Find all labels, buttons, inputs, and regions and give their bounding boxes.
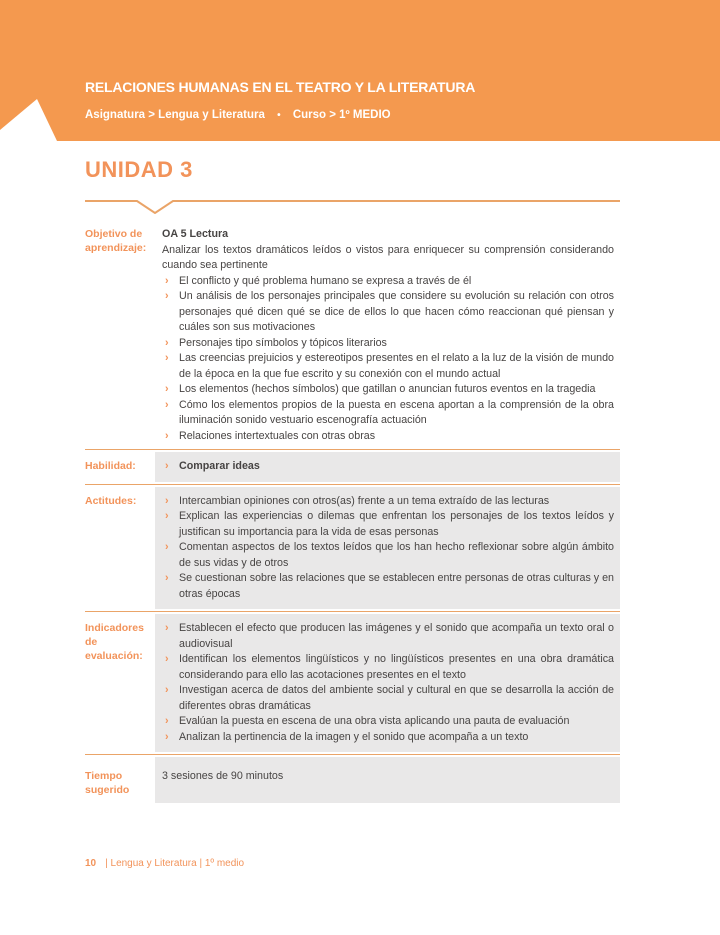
row-content: [155, 214, 620, 449]
bullet-text: Se cuestionan sobre las relaciones que se establecen entre personas de otras culturas y en otras épocas: [179, 572, 614, 600]
row-label: Habilidad:: [85, 460, 136, 472]
bullet-text: Las creencias prejuicios y estereotipos presentes en el relato a la luz de la visión de mundo de la época en la que fue escrito y su conexión con el mundo actual: [179, 352, 614, 380]
chevron-bullet-icon: ›: [165, 352, 169, 364]
table-top-border-notch: [85, 200, 620, 214]
bullet-text: Identifican los elementos lingüísticos y no lingüísticos presentes en una obra dramática considerando para ello las acotaciones presentes en el texto: [179, 653, 614, 681]
bullet-text: Los elementos (hechos símbolos) que gatillan o anuncian futuros eventos en la tragedia: [179, 383, 596, 395]
row-label: Tiempo sugerido: [85, 770, 130, 796]
chevron-bullet-icon: ›: [165, 653, 169, 665]
bullet-list: [162, 494, 614, 603]
bullet-item: [162, 621, 614, 652]
bullet-item: [162, 429, 614, 445]
bullet-text: El conflicto y qué problema humano se expresa a través de él: [179, 274, 472, 287]
curriculum-table: [85, 214, 620, 805]
main-content: [85, 158, 620, 805]
chevron-bullet-icon: ›: [165, 510, 169, 522]
row-intro-text: Analizar los textos dramáticos leídos o vistos para enriquecer su comprensión considerando cuando sea pertinente: [162, 243, 614, 271]
row-content: [155, 487, 620, 610]
chevron-bullet-icon: ›: [165, 572, 169, 584]
bullet-text: Explican las experiencias o dilemas que enfrentan los personajes de los textos leídos y justifican su importancia para la vida de esas personas: [179, 510, 614, 538]
bullet-item: [162, 398, 614, 429]
bullet-text: Evalúan la puesta en escena de una obra vista aplicando una pauta de evaluación: [179, 715, 570, 727]
footer-text: | Lengua y Literatura | 1º medio: [105, 858, 245, 869]
table-row: [85, 611, 620, 754]
dot-separator-icon: •: [277, 110, 281, 121]
bullet-item: [162, 336, 614, 352]
chevron-bullet-icon: ›: [165, 429, 169, 442]
chevron-bullet-icon: ›: [165, 715, 169, 727]
bullet-text: Intercambian opiniones con otros(as) frente a un tema extraído de las lecturas: [179, 494, 550, 507]
row-content: [155, 452, 620, 482]
bullet-list: [162, 459, 614, 475]
bullet-list: [162, 274, 614, 445]
header-text-block: [0, 0, 720, 123]
chevron-bullet-icon: ›: [165, 622, 169, 634]
chevron-bullet-icon: ›: [165, 274, 169, 287]
bullet-text: Investigan acerca de datos del ambiente social y cultural en que se desarrolla la acción de diferentes obras dramáticas: [179, 684, 614, 712]
table-row: [85, 449, 620, 484]
row-label: Actitudes:: [85, 494, 137, 507]
row-content: [155, 757, 620, 803]
bullet-item: [162, 289, 614, 336]
row-label: Indicadores de evaluación:: [85, 622, 144, 662]
chevron-bullet-icon: ›: [165, 336, 169, 349]
bullet-item: [162, 683, 614, 714]
row-label: Objetivo de aprendizaje:: [85, 228, 147, 254]
bullet-item: [162, 730, 614, 746]
chevron-bullet-icon: ›: [165, 460, 169, 472]
page-title: RELACIONES HUMANAS EN EL TEATRO Y LA LITERATURA: [85, 79, 476, 95]
page-number: 10: [85, 858, 97, 869]
bullet-text: Cómo los elementos propios de la puesta en escena aportan a la comprensión de la obra iluminación sonido vestuario escenografía actuación: [179, 398, 614, 426]
bullet-item: [162, 351, 614, 382]
bullet-text: Comparar ideas: [179, 460, 260, 472]
bullet-list: [162, 621, 614, 745]
bullet-item: [162, 571, 614, 602]
page-subtitle: [85, 108, 720, 123]
bullet-text: Un análisis de los personajes principales que considere su evolución su relación con otros personajes qué dicen qué se dice de ellos lo que hacen cómo reaccionan qué piensan y cuáles son sus motivaciones: [179, 290, 614, 333]
bullet-item: [162, 494, 614, 510]
chevron-bullet-icon: ›: [165, 730, 169, 743]
oa-code: OA 5 Lectura: [162, 228, 229, 240]
bullet-item: [162, 459, 614, 475]
page-footer: [85, 857, 720, 870]
chevron-bullet-icon: ›: [165, 494, 169, 507]
row-content: [155, 614, 620, 752]
page-header: [0, 0, 720, 141]
table-row: [85, 214, 620, 449]
bullet-item: [162, 382, 614, 398]
chevron-bullet-icon: ›: [165, 541, 169, 553]
subtitle-subject: Asignatura > Lengua y Literatura: [85, 109, 265, 121]
bullet-item: [162, 509, 614, 540]
bullet-item: [162, 274, 614, 290]
bullet-item: [162, 714, 614, 730]
chevron-bullet-icon: ›: [165, 383, 169, 395]
chevron-bullet-icon: ›: [165, 684, 169, 696]
chevron-bullet-icon: ›: [165, 290, 169, 302]
bullet-text: Personajes tipo símbolos y tópicos literarios: [179, 336, 387, 349]
bullet-text: Comentan aspectos de los textos leídos que los han hecho reflexionar sobre algún ámbito de sus vidas y de otros: [179, 541, 614, 569]
unit-title: UNIDAD 3: [85, 157, 193, 182]
table-row: [85, 754, 620, 805]
row-plain-text: 3 sesiones de 90 minutos: [162, 770, 284, 782]
mountain-triangle-decoration: [0, 98, 58, 141]
bullet-text: Analizan la pertinencia de la imagen y el sonido que acompaña a un texto: [179, 730, 529, 743]
bullet-item: [162, 652, 614, 683]
bullet-text: Relaciones intertextuales con otras obras: [179, 429, 376, 442]
table-row: [85, 484, 620, 612]
bullet-text: Establecen el efecto que producen las imágenes y el sonido que acompaña un texto oral o audiovisual: [179, 622, 614, 650]
bullet-item: [162, 540, 614, 571]
chevron-bullet-icon: ›: [165, 398, 169, 411]
subtitle-course: Curso > 1º MEDIO: [292, 109, 391, 121]
